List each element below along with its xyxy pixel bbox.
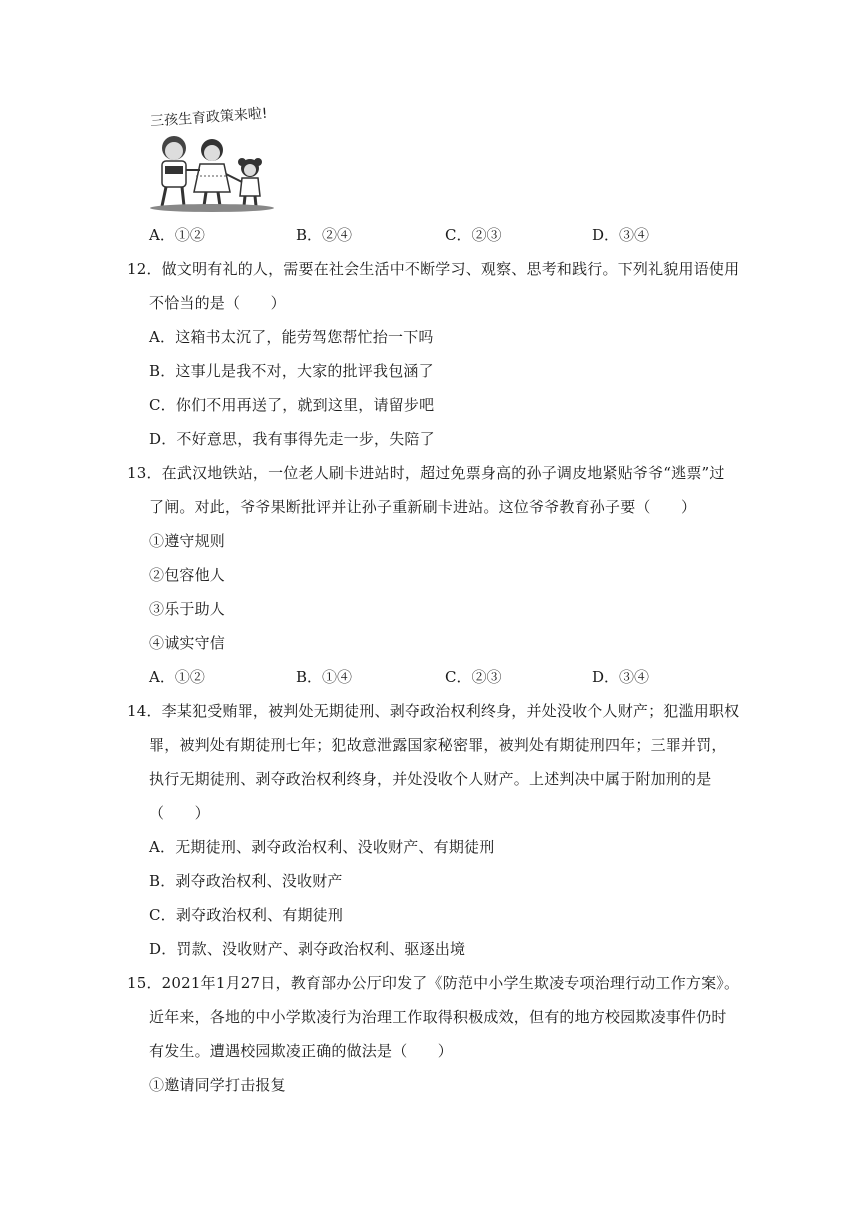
q12-option-a: A．这箱书太沉了，能劳驾您帮忙抬一下吗 (149, 328, 434, 346)
q14-option-c: C．剥夺政治权利、有期徒刑 (149, 906, 344, 924)
q14-option-a: A．无期徒刑、剥夺政治权利、没收财产、有期徒刑 (149, 838, 495, 856)
q13-stem-line-1: 13．在武汉地铁站，一位老人刷卡进站时，超过免票身高的孙子调皮地紧贴爷爷“逃票”过 (127, 464, 725, 482)
q15-item-1: ①邀请同学打击报复 (149, 1076, 286, 1094)
q13-option-b: B．①④ (296, 668, 353, 686)
q12-stem-line-2: 不恰当的是（ ） (149, 294, 286, 312)
family-cartoon-image (146, 104, 282, 214)
q13-item-1: ①遵守规则 (149, 532, 226, 550)
q13-option-c: C．②③ (445, 668, 502, 686)
q11-option-a: A．①② (149, 226, 205, 244)
q15-stem-line-2: 近年来，各地的中小学欺凌行为治理工作取得积极成效，但有的地方校园欺凌事件仍时 (149, 1008, 727, 1026)
q13-item-4: ④诚实守信 (149, 634, 226, 652)
mother-body (194, 164, 230, 192)
q12-option-d: D．不好意思，我有事得先走一步，失陪了 (149, 430, 435, 448)
cartoon-caption: 三孩生育政策来啦! (149, 105, 269, 130)
q14-option-b: B．剥夺政治权利、没收财产 (149, 872, 343, 890)
q13-option-a: A．①② (149, 668, 205, 686)
q12-option-b: B．这事儿是我不对，大家的批评我包涵了 (149, 362, 434, 380)
q13-option-d: D．③④ (592, 668, 650, 686)
q11-option-b: B．②④ (296, 226, 353, 244)
q11-option-d: D．③④ (592, 226, 650, 244)
q12-stem-line-1: 12．做文明有礼的人，需要在社会生活中不断学习、观察、思考和践行。下列礼貌用语使用 (127, 260, 740, 278)
child-body (240, 178, 260, 196)
q13-item-2: ②包容他人 (149, 566, 226, 584)
q14-stem-line-1: 14．李某犯受贿罪，被判处无期徒刑、剥夺政治权利终身，并处没收个人财产；犯滥用职权 (127, 702, 740, 720)
family-cartoon-drawing (146, 104, 282, 214)
q14-stem-line-2: 罪，被判处有期徒刑七年；犯故意泄露国家秘密罪，被判处有期徒刑四年；三罪并罚， (149, 736, 727, 754)
q13-item-3: ③乐于助人 (149, 600, 226, 618)
q14-stem-line-4: （ ） (149, 804, 210, 822)
q12-option-c: C．你们不用再送了，就到这里，请留步吧 (149, 396, 435, 414)
q14-stem-line-3: 执行无期徒刑、剥夺政治权利终身，并处没收个人财产。上述判决中属于附加刑的是 (149, 770, 712, 788)
q14-option-d: D．罚款、没收财产、剥夺政治权利、驱逐出境 (149, 940, 466, 958)
q11-option-c: C．②③ (445, 226, 502, 244)
q15-stem-line-3: 有发生。遭遇校园欺凌正确的做法是（ ） (149, 1042, 454, 1060)
q13-stem-line-2: 了闸。对此，爷爷果断批评并让孙子重新刷卡进站。这位爷爷教育孙子要（ ） (149, 498, 697, 516)
q15-stem-line-1: 15．2021年1月27日，教育部办公厅印发了《防范中小学生欺凌专项治理行动工作方案》。 (127, 974, 740, 992)
